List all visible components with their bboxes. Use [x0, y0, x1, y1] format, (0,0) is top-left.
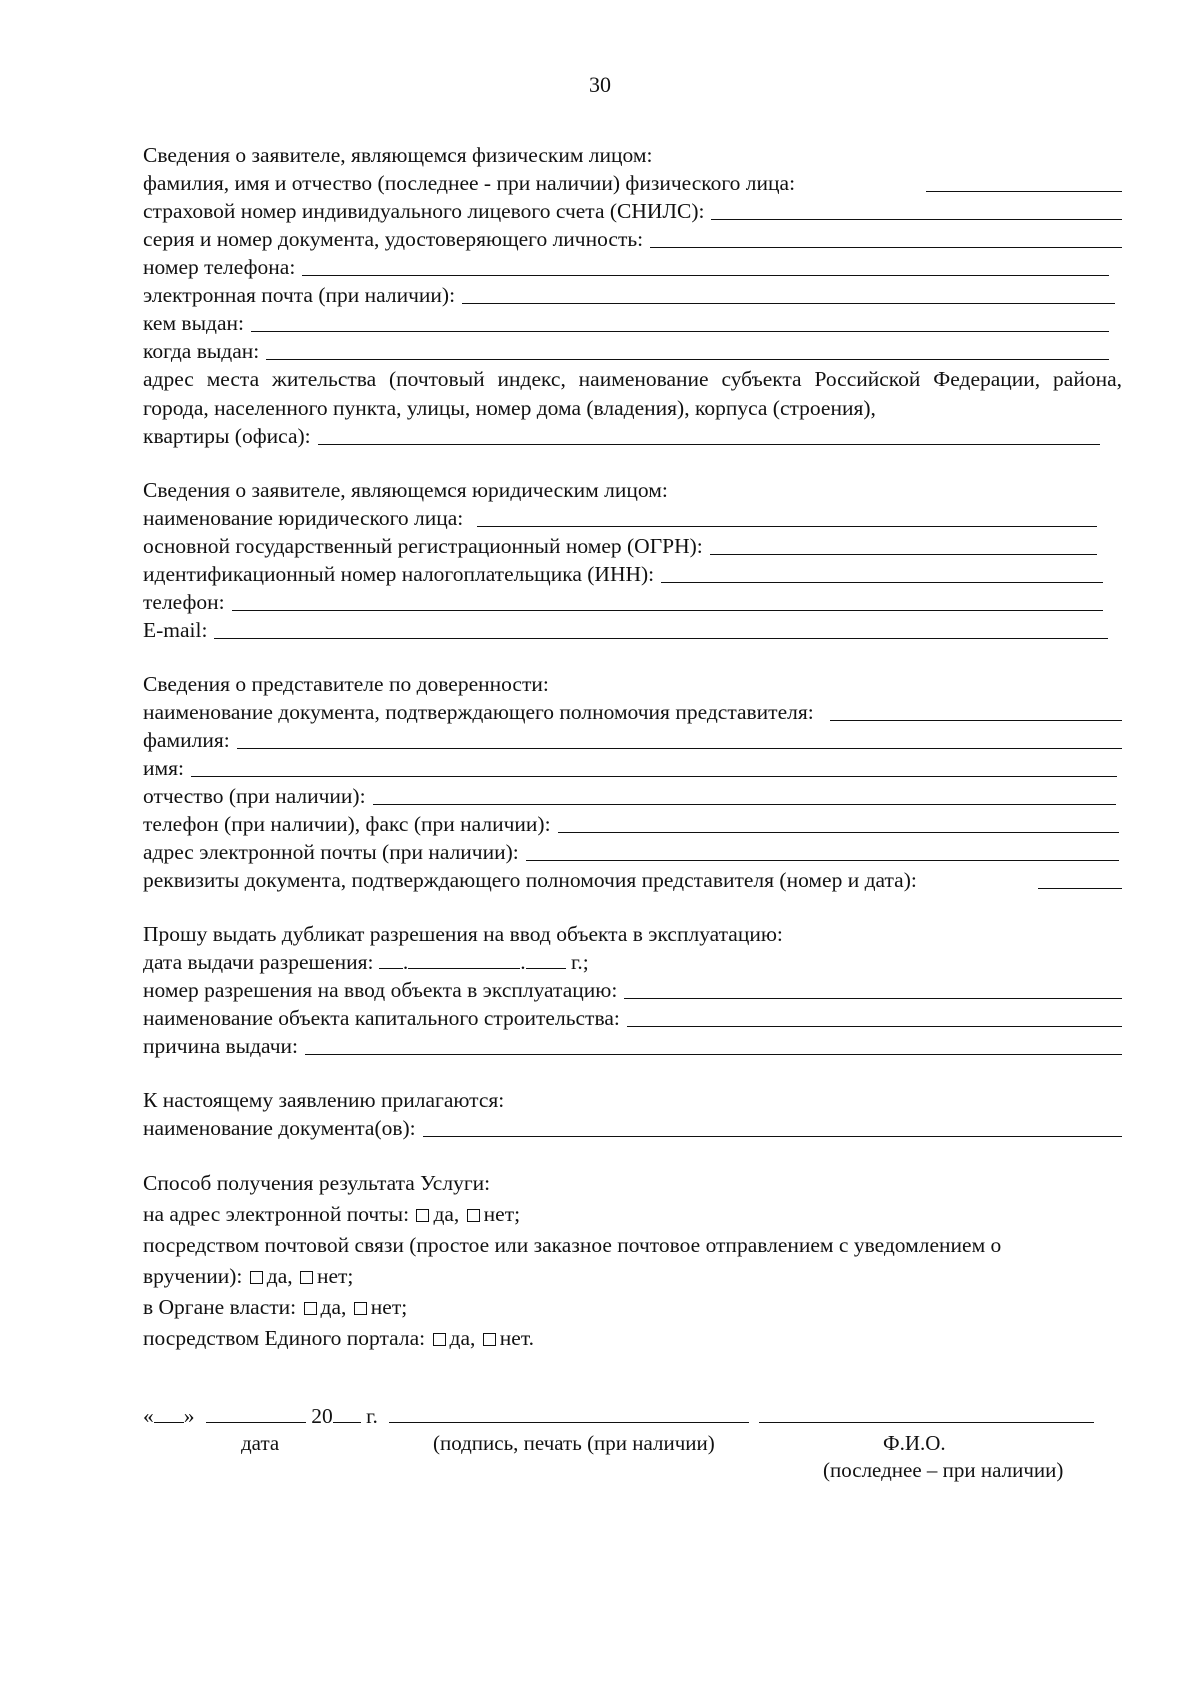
blank-line[interactable]: [305, 1054, 1122, 1055]
individual-fullname-field[interactable]: фамилия, имя и отчество (последнее - при наличии) физического лица:: [143, 169, 1122, 197]
legal-inn-field[interactable]: идентификационный номер налогоплательщика (ИНН):: [143, 560, 1122, 588]
individual-phone-field[interactable]: номер телефона:: [143, 253, 1122, 281]
blank-line[interactable]: [711, 219, 1122, 220]
representative-details-field[interactable]: реквизиты документа, подтверждающего полномочия представителя (номер и дата):: [143, 866, 1122, 894]
blank-line[interactable]: [477, 526, 1097, 527]
fullname-note: (последнее – при наличии): [823, 1458, 1064, 1482]
duplicate-heading: Прошу выдать дубликат разрешения на ввод объекта в эксплуатацию:: [143, 922, 783, 946]
individual-id-document-field[interactable]: серия и номер документа, удостоверяющего личность:: [143, 225, 1122, 253]
blank-line[interactable]: [318, 444, 1100, 445]
blank-line[interactable]: [251, 331, 1109, 332]
day-blank[interactable]: [379, 950, 403, 969]
legal-email-field[interactable]: E-mail:: [143, 616, 1122, 644]
blank-line[interactable]: [373, 804, 1116, 805]
individual-address-text: адрес места жительства (почтовый индекс, наименование субъекта Российской Федерации, района, города, населенного пункта, улицы, номер дома (владения), корпуса (строения),: [143, 367, 1122, 420]
month-blank[interactable]: [408, 950, 520, 969]
blank-line[interactable]: [526, 860, 1119, 861]
legal-heading: Сведения о заявителе, являющемся юридическим лицом:: [143, 478, 668, 502]
delivery-post-text: посредством почтовой связи (простое или заказное почтовое отправлением с уведомлением о: [143, 1233, 1002, 1257]
representative-name-field[interactable]: имя:: [143, 754, 1122, 782]
signature-caption: (подпись, печать (при наличии): [433, 1431, 715, 1455]
representative-heading: Сведения о представителе по доверенности:: [143, 672, 549, 696]
checkbox-email-yes[interactable]: [416, 1209, 429, 1222]
blank-line[interactable]: [710, 554, 1097, 555]
permit-number-field[interactable]: номер разрешения на ввод объекта в эксплуатацию:: [143, 976, 1122, 1004]
individual-issued-date-field[interactable]: когда выдан:: [143, 337, 1122, 365]
blank-line[interactable]: [191, 776, 1117, 777]
delivery-heading: Способ получения результата Услуги:: [143, 1171, 491, 1195]
form-body: [143, 141, 1122, 1354]
delivery-email-option: на адрес электронной почты: да, нет;: [143, 1202, 521, 1226]
fullname-blank[interactable]: [759, 1404, 1094, 1423]
individual-issued-by-field[interactable]: кем выдан:: [143, 309, 1122, 337]
signature-row: « » 20 г.: [143, 1402, 1122, 1430]
blank-line[interactable]: [650, 247, 1122, 248]
month-blank[interactable]: [206, 1404, 306, 1423]
checkbox-email-no[interactable]: [467, 1209, 480, 1222]
blank-line[interactable]: [926, 191, 1122, 192]
blank-line[interactable]: [627, 1026, 1122, 1027]
blank-line[interactable]: [237, 748, 1122, 749]
individual-snils-field[interactable]: страховой номер индивидуального лицевого счета (СНИЛС):: [143, 197, 1122, 225]
year-blank[interactable]: [526, 950, 566, 969]
attachments-field[interactable]: наименование документа(ов):: [143, 1114, 1122, 1142]
blank-line[interactable]: [423, 1136, 1122, 1137]
attachments-heading: К настоящему заявлению прилагаются:: [143, 1088, 505, 1112]
representative-surname-field[interactable]: фамилия:: [143, 726, 1122, 754]
delivery-authority-option: в Органе власти: да, нет;: [143, 1295, 408, 1319]
individual-email-field[interactable]: электронная почта (при наличии):: [143, 281, 1122, 309]
signature-blank[interactable]: [389, 1404, 749, 1423]
individual-address-field[interactable]: квартиры (офиса):: [143, 422, 1122, 450]
checkbox-portal-yes[interactable]: [433, 1333, 446, 1346]
delivery-portal-option: посредством Единого портала: да, нет.: [143, 1326, 534, 1350]
checkbox-authority-no[interactable]: [354, 1302, 367, 1315]
blank-line[interactable]: [830, 720, 1122, 721]
checkbox-portal-no[interactable]: [483, 1333, 496, 1346]
fullname-caption: Ф.И.О.: [883, 1431, 946, 1455]
blank-line[interactable]: [661, 582, 1103, 583]
date-caption: дата: [241, 1431, 280, 1455]
reason-field[interactable]: причина выдачи:: [143, 1032, 1122, 1060]
blank-line[interactable]: [302, 275, 1109, 276]
page-number: 30: [589, 72, 611, 97]
blank-line[interactable]: [214, 638, 1108, 639]
issue-date-field[interactable]: дата выдачи разрешения: . . г.;: [143, 950, 589, 974]
representative-patronymic-field[interactable]: отчество (при наличии):: [143, 782, 1122, 810]
checkbox-authority-yes[interactable]: [304, 1302, 317, 1315]
checkbox-post-no[interactable]: [300, 1271, 313, 1284]
blank-line[interactable]: [232, 610, 1103, 611]
legal-phone-field[interactable]: телефон:: [143, 588, 1122, 616]
individual-heading: Сведения о заявителе, являющемся физическим лицом:: [143, 143, 653, 167]
representative-phone-field[interactable]: телефон (при наличии), факс (при наличии):: [143, 810, 1122, 838]
representative-document-field[interactable]: наименование документа, подтверждающего полномочия представителя:: [143, 698, 1122, 726]
delivery-post-option: вручении): да, нет;: [143, 1264, 354, 1288]
blank-line[interactable]: [1038, 888, 1122, 889]
signature-block: [143, 1402, 1122, 1492]
legal-name-field[interactable]: наименование юридического лица:: [143, 504, 1122, 532]
blank-line[interactable]: [462, 303, 1115, 304]
legal-ogrn-field[interactable]: основной государственный регистрационный номер (ОГРН):: [143, 532, 1122, 560]
blank-line[interactable]: [266, 359, 1109, 360]
blank-line[interactable]: [558, 832, 1119, 833]
day-blank[interactable]: [154, 1404, 184, 1423]
representative-email-field[interactable]: адрес электронной почты (при наличии):: [143, 838, 1122, 866]
checkbox-post-yes[interactable]: [250, 1271, 263, 1284]
object-name-field[interactable]: наименование объекта капитального строительства:: [143, 1004, 1122, 1032]
blank-line[interactable]: [624, 998, 1122, 999]
year-blank[interactable]: [333, 1404, 361, 1423]
